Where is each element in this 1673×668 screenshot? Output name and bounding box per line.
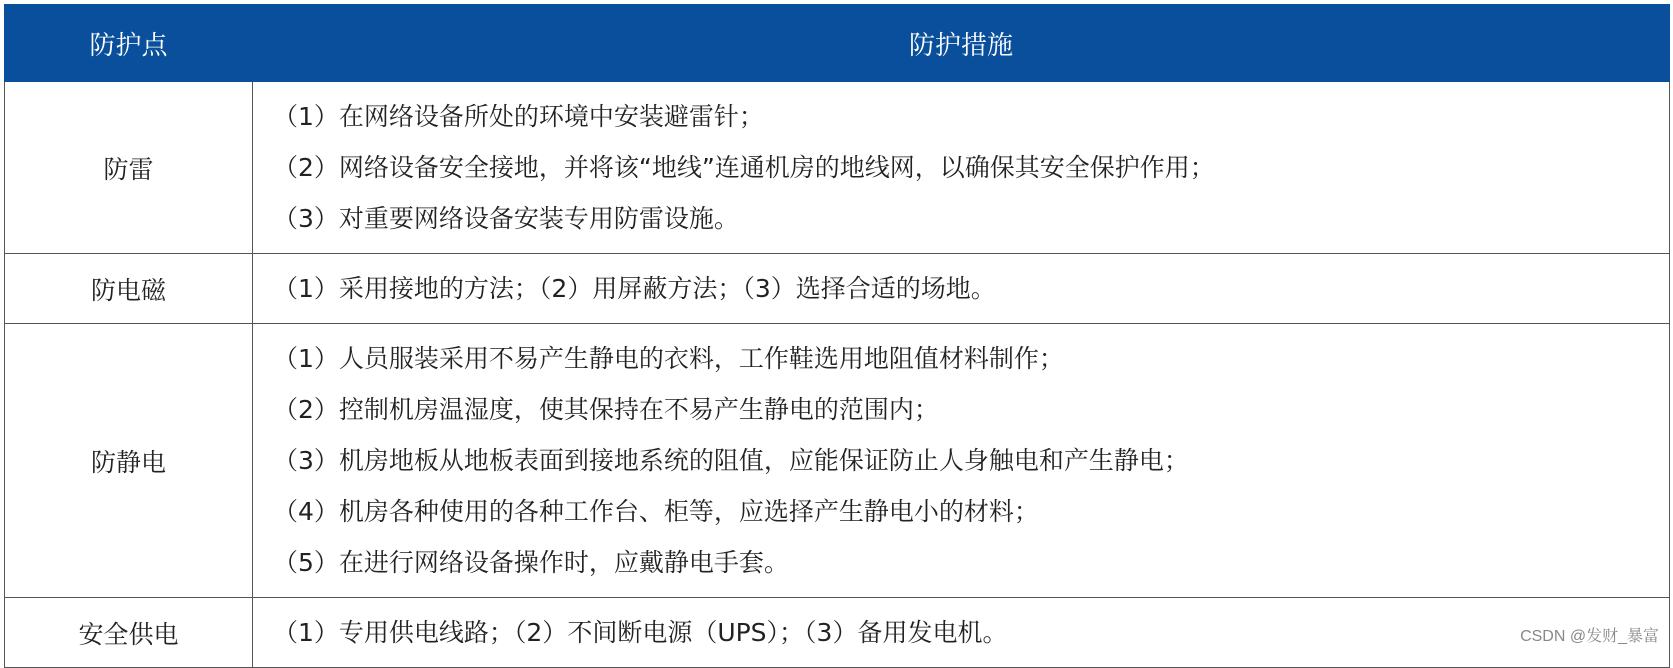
header-protection-point: 防护点	[5, 5, 253, 82]
measure-line: （3）机房地板从地板表面到接地系统的阻值，应能保证防止人身触电和产生静电；	[273, 446, 1189, 475]
measure-line: （3）对重要网络设备安装专用防雷设施。	[273, 204, 739, 233]
table-row	[5, 598, 1670, 668]
row-measures-electromagnetic	[253, 254, 1670, 324]
protection-table	[4, 4, 1670, 668]
measure-line: （4）机房各种使用的各种工作台、柜等，应选择产生静电小的材料；	[273, 497, 1039, 526]
measure-line: （2）控制机房温湿度，使其保持在不易产生静电的范围内；	[273, 395, 939, 424]
row-measures-static	[253, 324, 1670, 598]
header-protection-measures: 防护措施	[253, 5, 1670, 82]
table-row	[5, 82, 1670, 254]
row-name-power: 安全供电	[5, 598, 253, 668]
measure-line: （1）人员服装采用不易产生静电的衣料，工作鞋选用地阻值材料制作；	[273, 344, 1064, 373]
row-measures-power	[253, 598, 1670, 668]
row-name-electromagnetic: 防电磁	[5, 254, 253, 324]
table-row	[5, 324, 1670, 598]
measure-line: （1）采用接地的方法；（2）用屏蔽方法；（3）选择合适的场地。	[273, 274, 996, 303]
measure-line: （1）专用供电线路；（2）不间断电源（UPS）；（3）备用发电机。	[273, 618, 1008, 647]
row-name-static: 防静电	[5, 324, 253, 598]
measure-line: （2）网络设备安全接地，并将该“地线”连通机房的地线网，以确保其安全保护作用；	[273, 153, 1215, 182]
row-measures-lightning	[253, 82, 1670, 254]
table-row	[5, 254, 1670, 324]
measure-line: （5）在进行网络设备操作时，应戴静电手套。	[273, 548, 789, 577]
table-header-row	[5, 5, 1670, 82]
row-name-lightning: 防雷	[5, 82, 253, 254]
measure-line: （1）在网络设备所处的环境中安装避雷针；	[273, 102, 764, 131]
watermark: CSDN @发财_暴富	[1520, 628, 1659, 645]
